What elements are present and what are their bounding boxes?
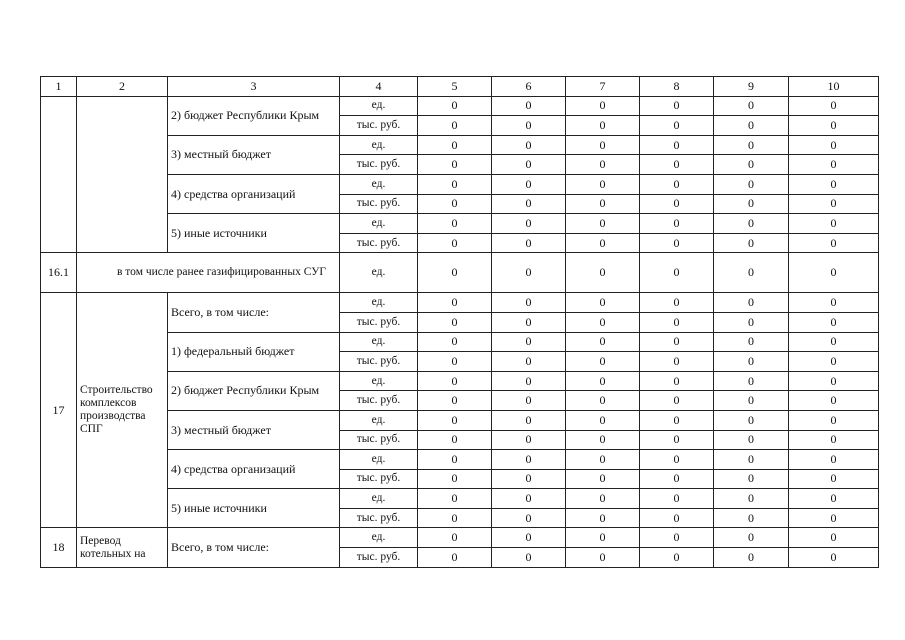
unit-cell: тыс. руб. — [340, 194, 418, 214]
value-cell: 0 — [418, 253, 492, 293]
value-cell: 0 — [492, 312, 566, 332]
value-cell: 0 — [492, 410, 566, 430]
value-cell: 0 — [640, 155, 714, 175]
value-cell: 0 — [492, 450, 566, 470]
column-number: 1 — [41, 77, 77, 97]
column-number: 4 — [340, 77, 418, 97]
value-cell: 0 — [418, 469, 492, 489]
value-cell: 0 — [714, 508, 789, 528]
value-cell: 0 — [640, 430, 714, 450]
column-number: 7 — [566, 77, 640, 97]
value-cell: 0 — [566, 528, 640, 548]
table-row — [41, 96, 879, 116]
value-cell: 0 — [418, 528, 492, 548]
value-cell: 0 — [714, 293, 789, 313]
unit-cell: ед. — [340, 135, 418, 155]
value-cell: 0 — [566, 233, 640, 253]
value-cell: 0 — [566, 450, 640, 470]
value-cell: 0 — [640, 489, 714, 509]
value-cell: 0 — [640, 214, 714, 234]
value-cell: 0 — [566, 135, 640, 155]
unit-cell: ед. — [340, 253, 418, 293]
unit-cell: тыс. руб. — [340, 548, 418, 568]
value-cell: 0 — [789, 233, 879, 253]
value-cell: 0 — [418, 214, 492, 234]
value-cell: 0 — [789, 391, 879, 411]
row-number-16-1: 16.1 — [41, 253, 77, 293]
value-cell: 0 — [418, 174, 492, 194]
value-cell: 0 — [418, 155, 492, 175]
column-number-row — [41, 77, 879, 97]
unit-cell: ед. — [340, 332, 418, 352]
value-cell: 0 — [640, 253, 714, 293]
value-cell: 0 — [714, 410, 789, 430]
value-cell: 0 — [492, 293, 566, 313]
value-cell: 0 — [789, 332, 879, 352]
value-cell: 0 — [789, 174, 879, 194]
value-cell: 0 — [640, 174, 714, 194]
value-cell: 0 — [789, 528, 879, 548]
value-cell: 0 — [566, 410, 640, 430]
value-cell: 0 — [789, 371, 879, 391]
unit-cell: тыс. руб. — [340, 233, 418, 253]
value-cell: 0 — [714, 96, 789, 116]
value-cell: 0 — [492, 508, 566, 528]
value-cell: 0 — [566, 352, 640, 372]
value-cell: 0 — [789, 410, 879, 430]
funding-source-org: 4) средства организаций — [168, 450, 340, 489]
unit-cell: тыс. руб. — [340, 312, 418, 332]
unit-cell: тыс. руб. — [340, 508, 418, 528]
column-number: 10 — [789, 77, 879, 97]
value-cell: 0 — [789, 135, 879, 155]
unit-cell: тыс. руб. — [340, 391, 418, 411]
value-cell: 0 — [714, 253, 789, 293]
value-cell: 0 — [714, 233, 789, 253]
value-cell: 0 — [492, 194, 566, 214]
table-row — [41, 253, 879, 293]
value-cell: 0 — [492, 96, 566, 116]
unit-cell: тыс. руб. — [340, 116, 418, 136]
unit-cell: ед. — [340, 489, 418, 509]
value-cell: 0 — [640, 371, 714, 391]
column-number: 5 — [418, 77, 492, 97]
value-cell: 0 — [640, 528, 714, 548]
row-number-18: 18 — [41, 528, 77, 567]
value-cell: 0 — [789, 450, 879, 470]
funding-source-local: 3) местный бюджет — [168, 135, 340, 174]
value-cell: 0 — [418, 548, 492, 568]
value-cell: 0 — [640, 312, 714, 332]
value-cell: 0 — [714, 214, 789, 234]
value-cell: 0 — [566, 214, 640, 234]
value-cell: 0 — [418, 233, 492, 253]
value-cell: 0 — [492, 155, 566, 175]
value-cell: 0 — [566, 430, 640, 450]
value-cell: 0 — [789, 214, 879, 234]
value-cell: 0 — [418, 430, 492, 450]
value-cell: 0 — [566, 332, 640, 352]
row-name-18: Перевод котельных на — [77, 528, 168, 567]
value-cell: 0 — [640, 293, 714, 313]
row-name-cell — [77, 96, 168, 253]
value-cell: 0 — [566, 391, 640, 411]
value-cell: 0 — [566, 116, 640, 136]
value-cell: 0 — [418, 96, 492, 116]
table-row — [41, 528, 879, 548]
funding-source-other: 5) иные источники — [168, 214, 340, 253]
value-cell: 0 — [640, 194, 714, 214]
value-cell: 0 — [789, 194, 879, 214]
value-cell: 0 — [418, 391, 492, 411]
value-cell: 0 — [566, 194, 640, 214]
funding-source-local: 3) местный бюджет — [168, 410, 340, 449]
value-cell: 0 — [640, 233, 714, 253]
value-cell: 0 — [492, 430, 566, 450]
value-cell: 0 — [492, 116, 566, 136]
value-cell: 0 — [640, 469, 714, 489]
unit-cell: ед. — [340, 214, 418, 234]
value-cell: 0 — [789, 508, 879, 528]
value-cell: 0 — [714, 135, 789, 155]
value-cell: 0 — [492, 233, 566, 253]
value-cell: 0 — [492, 352, 566, 372]
value-cell: 0 — [418, 293, 492, 313]
value-cell: 0 — [418, 410, 492, 430]
value-cell: 0 — [492, 371, 566, 391]
value-cell: 0 — [714, 528, 789, 548]
value-cell: 0 — [714, 450, 789, 470]
value-cell: 0 — [789, 430, 879, 450]
funding-source-org: 4) средства организаций — [168, 174, 340, 213]
unit-cell: ед. — [340, 96, 418, 116]
value-cell: 0 — [418, 194, 492, 214]
value-cell: 0 — [640, 352, 714, 372]
unit-cell: ед. — [340, 371, 418, 391]
value-cell: 0 — [789, 312, 879, 332]
funding-source-total: Всего, в том числе: — [168, 293, 340, 332]
value-cell: 0 — [714, 548, 789, 568]
value-cell: 0 — [492, 489, 566, 509]
value-cell: 0 — [789, 489, 879, 509]
value-cell: 0 — [418, 312, 492, 332]
unit-cell: ед. — [340, 174, 418, 194]
unit-cell: ед. — [340, 293, 418, 313]
funding-source-other: 5) иные источники — [168, 489, 340, 528]
unit-cell: тыс. руб. — [340, 352, 418, 372]
value-cell: 0 — [566, 489, 640, 509]
value-cell: 0 — [640, 391, 714, 411]
value-cell: 0 — [566, 508, 640, 528]
value-cell: 0 — [640, 116, 714, 136]
unit-cell: тыс. руб. — [340, 155, 418, 175]
investment-table — [40, 76, 879, 568]
value-cell: 0 — [714, 116, 789, 136]
value-cell: 0 — [566, 548, 640, 568]
value-cell: 0 — [789, 293, 879, 313]
value-cell: 0 — [566, 155, 640, 175]
value-cell: 0 — [714, 194, 789, 214]
funding-source-crimea: 2) бюджет Республики Крым — [168, 96, 340, 135]
value-cell: 0 — [714, 391, 789, 411]
value-cell: 0 — [640, 135, 714, 155]
unit-cell: ед. — [340, 410, 418, 430]
column-number: 3 — [168, 77, 340, 97]
value-cell: 0 — [418, 489, 492, 509]
row-number-17: 17 — [41, 293, 77, 528]
unit-cell: ед. — [340, 450, 418, 470]
value-cell: 0 — [789, 155, 879, 175]
value-cell: 0 — [714, 332, 789, 352]
value-cell: 0 — [714, 489, 789, 509]
row-name-16-1: в том числе ранее газифицированных СУГ — [77, 253, 340, 293]
value-cell: 0 — [714, 469, 789, 489]
value-cell: 0 — [789, 253, 879, 293]
row-name-17: Строительство комплексов производства СПГ — [77, 293, 168, 528]
unit-cell: ед. — [340, 528, 418, 548]
funding-source-crimea: 2) бюджет Республики Крым — [168, 371, 340, 410]
value-cell: 0 — [418, 371, 492, 391]
column-number: 9 — [714, 77, 789, 97]
funding-source-total: Всего, в том числе: — [168, 528, 340, 567]
column-number: 2 — [77, 77, 168, 97]
column-number: 6 — [492, 77, 566, 97]
value-cell: 0 — [492, 332, 566, 352]
unit-cell: тыс. руб. — [340, 430, 418, 450]
value-cell: 0 — [789, 116, 879, 136]
value-cell: 0 — [789, 469, 879, 489]
value-cell: 0 — [789, 96, 879, 116]
value-cell: 0 — [714, 312, 789, 332]
unit-cell: тыс. руб. — [340, 469, 418, 489]
table-row — [41, 293, 879, 313]
value-cell: 0 — [566, 253, 640, 293]
funding-source-federal: 1) федеральный бюджет — [168, 332, 340, 371]
value-cell: 0 — [640, 508, 714, 528]
row-number-cell — [41, 96, 77, 253]
value-cell: 0 — [566, 96, 640, 116]
value-cell: 0 — [566, 174, 640, 194]
value-cell: 0 — [492, 548, 566, 568]
value-cell: 0 — [418, 116, 492, 136]
value-cell: 0 — [714, 371, 789, 391]
value-cell: 0 — [714, 352, 789, 372]
column-number: 8 — [640, 77, 714, 97]
value-cell: 0 — [492, 391, 566, 411]
value-cell: 0 — [566, 312, 640, 332]
value-cell: 0 — [789, 548, 879, 568]
value-cell: 0 — [640, 548, 714, 568]
value-cell: 0 — [418, 450, 492, 470]
value-cell: 0 — [492, 135, 566, 155]
value-cell: 0 — [492, 253, 566, 293]
value-cell: 0 — [566, 371, 640, 391]
value-cell: 0 — [640, 410, 714, 430]
value-cell: 0 — [418, 508, 492, 528]
value-cell: 0 — [418, 135, 492, 155]
value-cell: 0 — [714, 430, 789, 450]
value-cell: 0 — [418, 352, 492, 372]
value-cell: 0 — [714, 155, 789, 175]
value-cell: 0 — [566, 469, 640, 489]
value-cell: 0 — [640, 332, 714, 352]
value-cell: 0 — [640, 96, 714, 116]
value-cell: 0 — [640, 450, 714, 470]
value-cell: 0 — [789, 352, 879, 372]
value-cell: 0 — [492, 528, 566, 548]
value-cell: 0 — [714, 174, 789, 194]
value-cell: 0 — [418, 332, 492, 352]
value-cell: 0 — [492, 469, 566, 489]
value-cell: 0 — [566, 293, 640, 313]
value-cell: 0 — [492, 214, 566, 234]
value-cell: 0 — [492, 174, 566, 194]
